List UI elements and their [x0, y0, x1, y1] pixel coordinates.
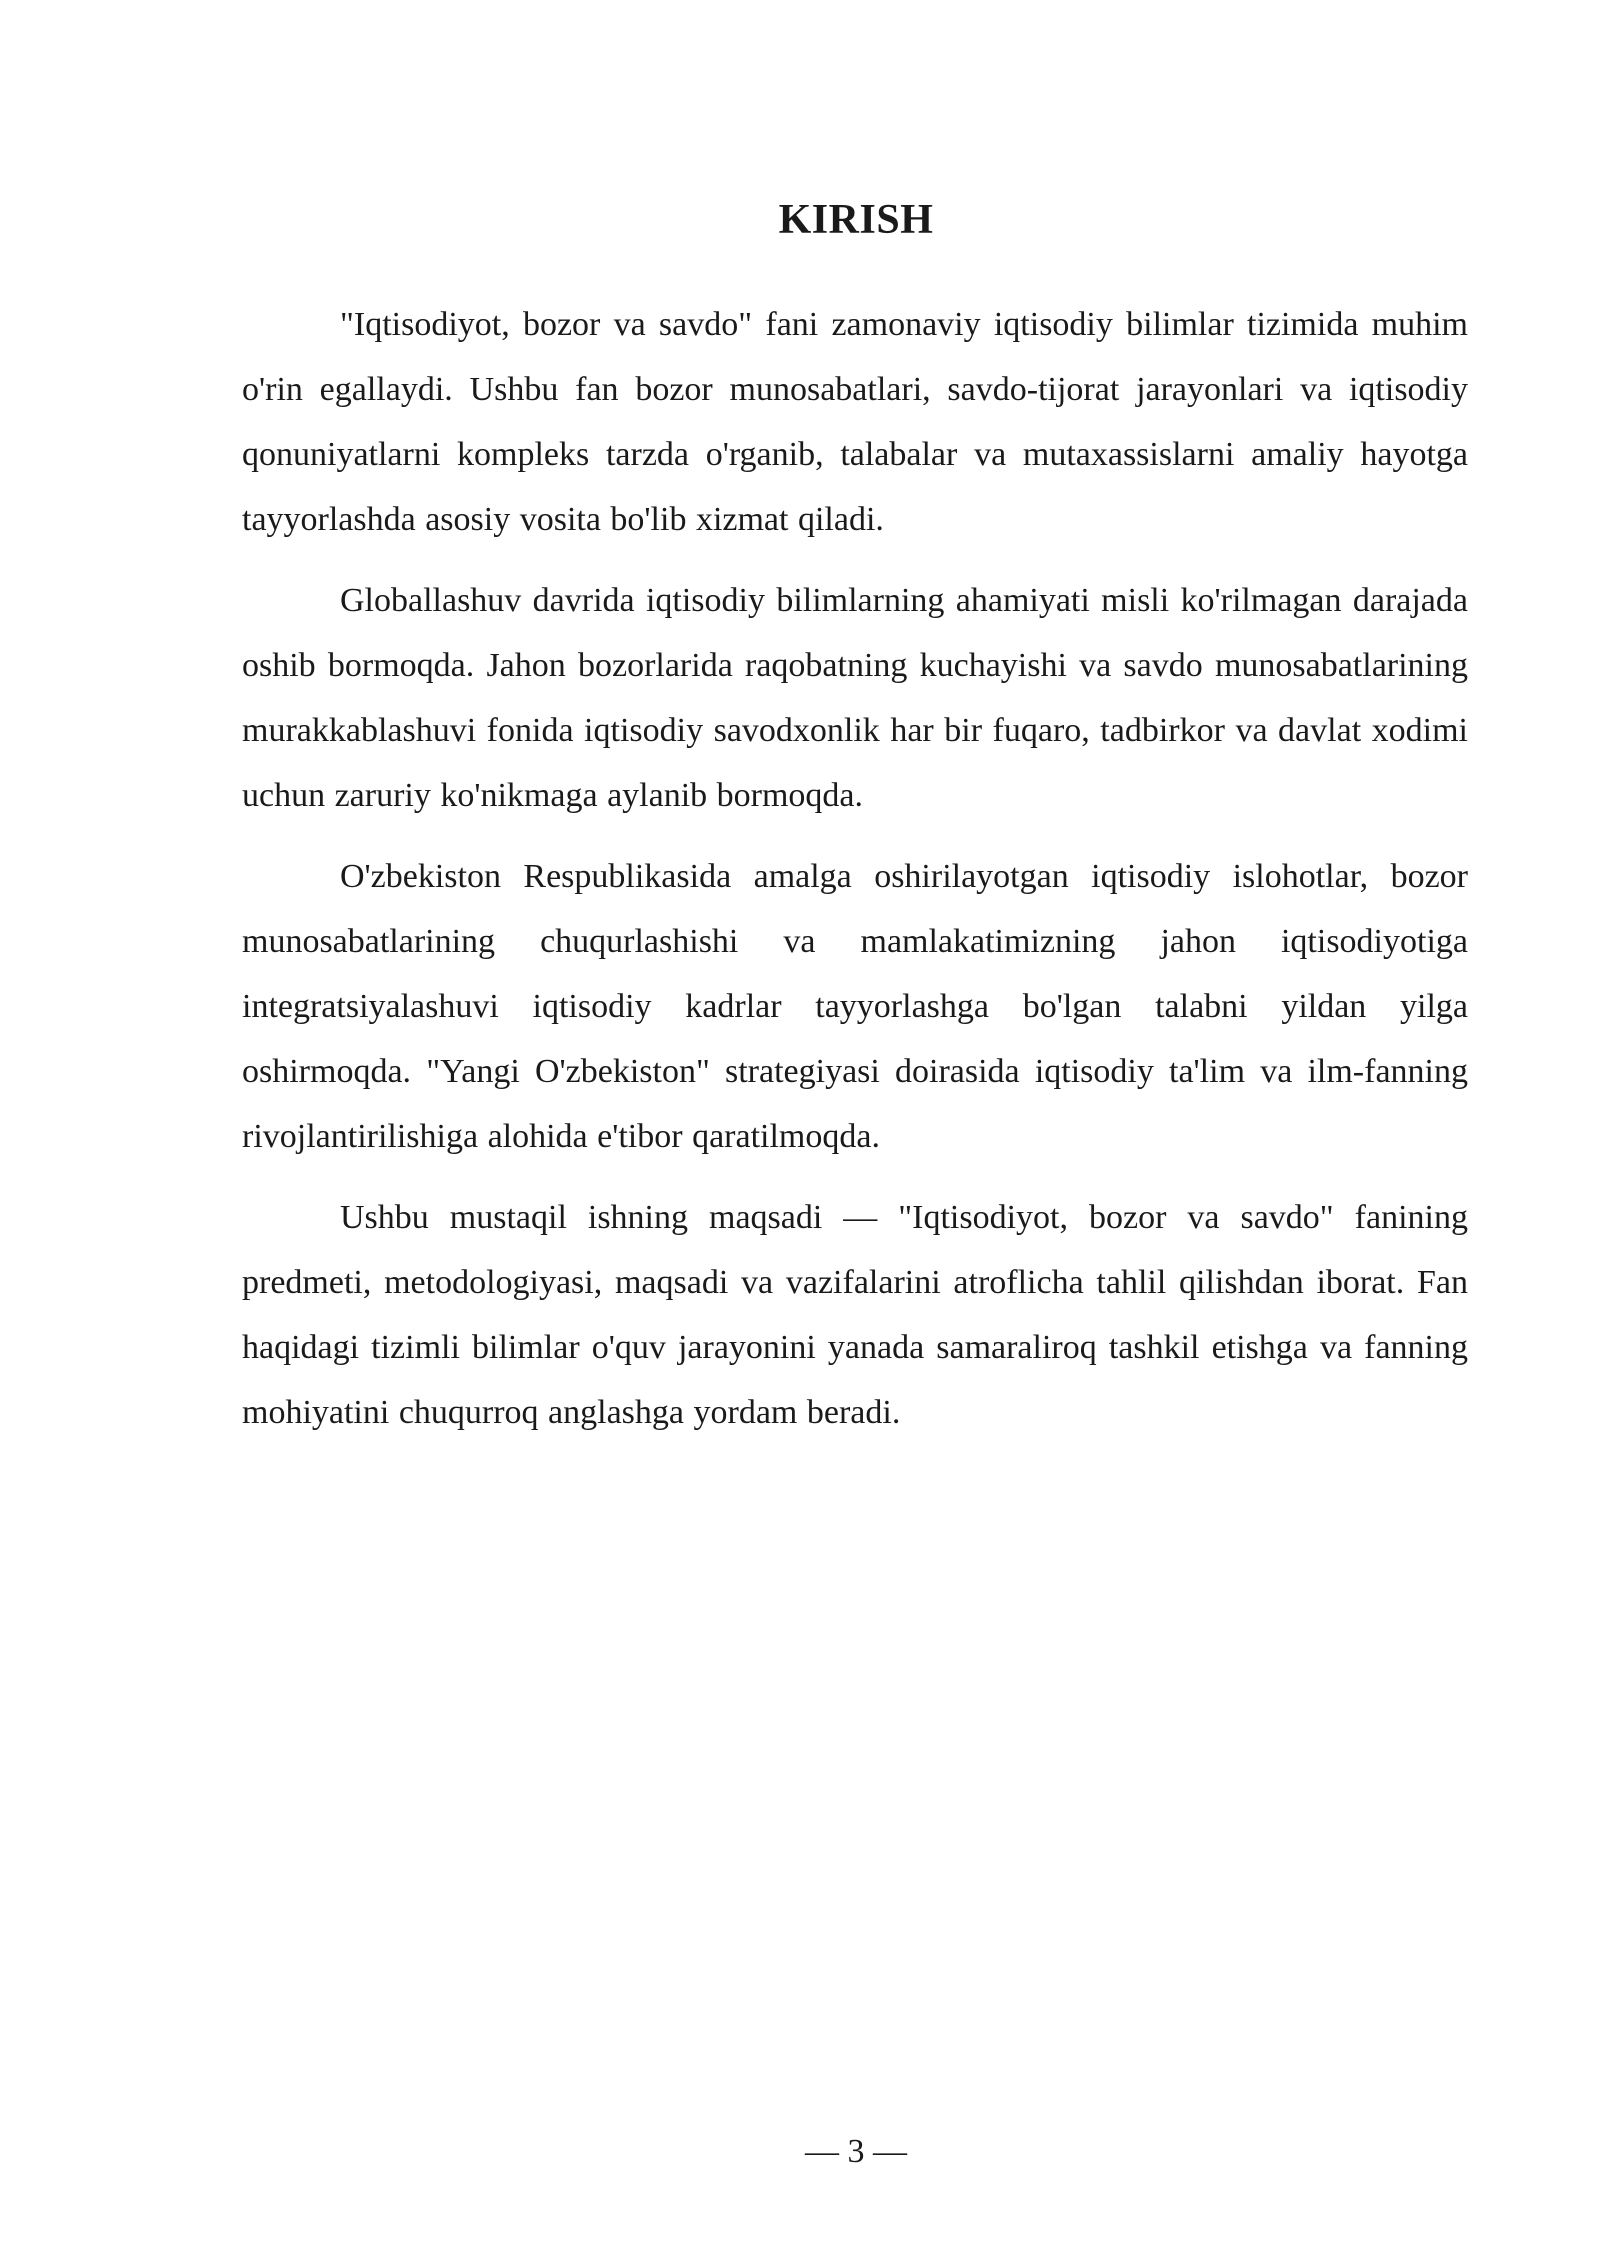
- paragraph-1: "Iqtisodiyot, bozor va savdo" fani zamonaviy iqtisodiy bilimlar tizimida muhim o'rin egallaydi. Ushbu fan bozor munosabatlari, savdo-tijorat jarayonlari va iqtisodiy qonuniyatlarni kompleks tarzda o'rganib, talabalar va mutaxassislarni amaliy hayotga tayyorlashda asosiy vosita bo'lib xizmat qiladi.: [242, 306, 1468, 538]
- paragraph-4: Ushbu mustaqil ishning maqsadi — "Iqtisodiyot, bozor va savdo" fanining predmeti, metodologiyasi, maqsadi va vazifalarini atroflicha tahlil qilishdan iborat. Fan haqidagi tizimli bilimlar o'quv jarayonini yanada samaraliroq tashkil etishga va fanning mohiyatini chuqurroq anglashga yordam beradi.: [242, 1199, 1468, 1431]
- paragraph-3: O'zbekiston Respublikasida amalga oshirilayotgan iqtisodiy islohotlar, bozor munosabatlarining chuqurlashishi va mamlakatimizning jahon iqtisodiyotiga integratsiyalashuvi iqtisodiy kadrlar tayyorlashga bo'lgan talabni yildan yilga oshirmoqda. "Yangi O'zbekiston" strategiyasi doirasida iqtisodiy ta'lim va ilm-fanning rivojlantirilishiga alohida e'tibor qaratilmoqda.: [242, 858, 1468, 1155]
- paragraph-2: Globallashuv davrida iqtisodiy bilimlarning ahamiyati misli ko'rilmagan darajada oshib bormoqda. Jahon bozorlarida raqobatning kuchayishi va savdo munosabatlarining murakkablashuvi fonida iqtisodiy savodxonlik har bir fuqaro, tadbirkor va davlat xodimi uchun zaruriy ko'nikmaga aylanib bormoqda.: [242, 582, 1468, 814]
- body-text: [242, 292, 1468, 1461]
- section-title: KIRISH: [778, 197, 934, 243]
- page-number: — 3 —: [805, 2133, 907, 2170]
